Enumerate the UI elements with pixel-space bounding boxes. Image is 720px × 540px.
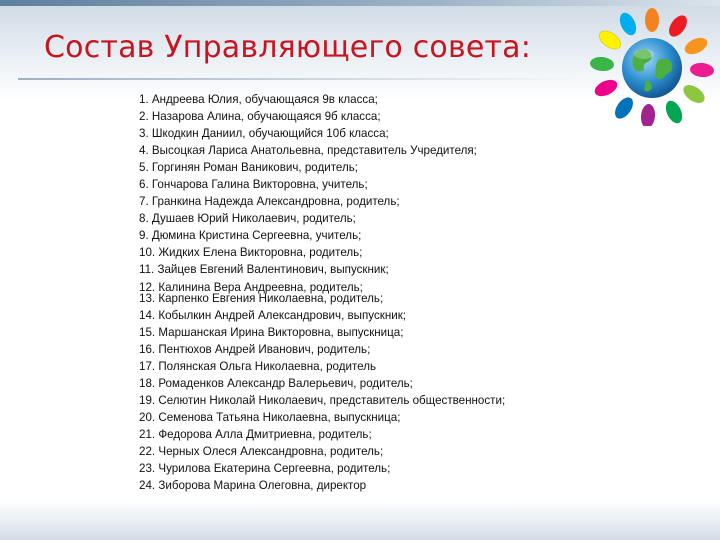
title-underline [18, 78, 578, 80]
list-item: 5. Горгинян Роман Ваникович, родитель; [139, 161, 358, 175]
list-item: 18. Ромаденков Александр Валерьевич, родитель; [139, 376, 413, 390]
header-stripe [0, 0, 720, 6]
list-item: 19. Селютин Николай Николаевич, представитель общественности; [139, 393, 506, 407]
list-item: 23. Чурилова Екатерина Сергеевна, родитель; [139, 462, 391, 476]
list-item: 6. Гончарова Галина Викторовна, учитель; [139, 178, 368, 192]
list-item: 7. Гранкина Надежда Александровна, родитель; [139, 195, 400, 209]
list-item: 17. Полянская Ольга Николаевна, родитель [139, 359, 377, 373]
list-item: 22. Черных Олеся Александровна, родитель; [139, 444, 384, 458]
list-item: 11. Зайцев Евгений Валентинович, выпускник; [139, 263, 389, 277]
list-item: 13. Карпенко Евгения Николаевна, родитель; [139, 291, 384, 305]
list-item: 3. Шкодкин Даниил, обучающийся 10б класса; [139, 127, 389, 141]
list-item: 12. Калинина Вера Андреевна, родитель; [139, 280, 363, 294]
list-item: 2. Назарова Алина, обучающаяся 9б класса; [139, 110, 381, 124]
slide-title: Состав Управляющего совета: [44, 30, 532, 65]
list-item: 1. Андреева Юлия, обучающаяся 9в класса; [139, 93, 378, 106]
list-item: 14. Кобылкин Андрей Александрович, выпускник; [139, 308, 406, 322]
list-item: 10. Жидких Елена Викторовна, родитель; [139, 246, 363, 260]
list-item: 24. Зиборова Марина Олеговна, директор [139, 479, 367, 493]
list-item: 20. Семенова Татьяна Николаевна, выпускница; [139, 410, 401, 424]
list-item: 9. Дюмина Кристина Сергеевна, учитель; [139, 229, 362, 243]
list-item: 15. Маршанская Ирина Викторовна, выпускница; [139, 325, 404, 339]
list-item: 4. Высоцкая Лариса Анатольевна, представитель Учредителя; [139, 144, 477, 158]
list-item: 21. Федорова Алла Дмитриевна, родитель; [139, 427, 372, 441]
list-item: 16. Пентюхов Андрей Иванович, родитель; [139, 342, 371, 356]
globe-icon [622, 38, 682, 98]
council-member-list [139, 91, 699, 494]
list-item: 8. Душаев Юрий Николаевич, родитель; [139, 212, 356, 226]
footer-band [0, 500, 720, 540]
